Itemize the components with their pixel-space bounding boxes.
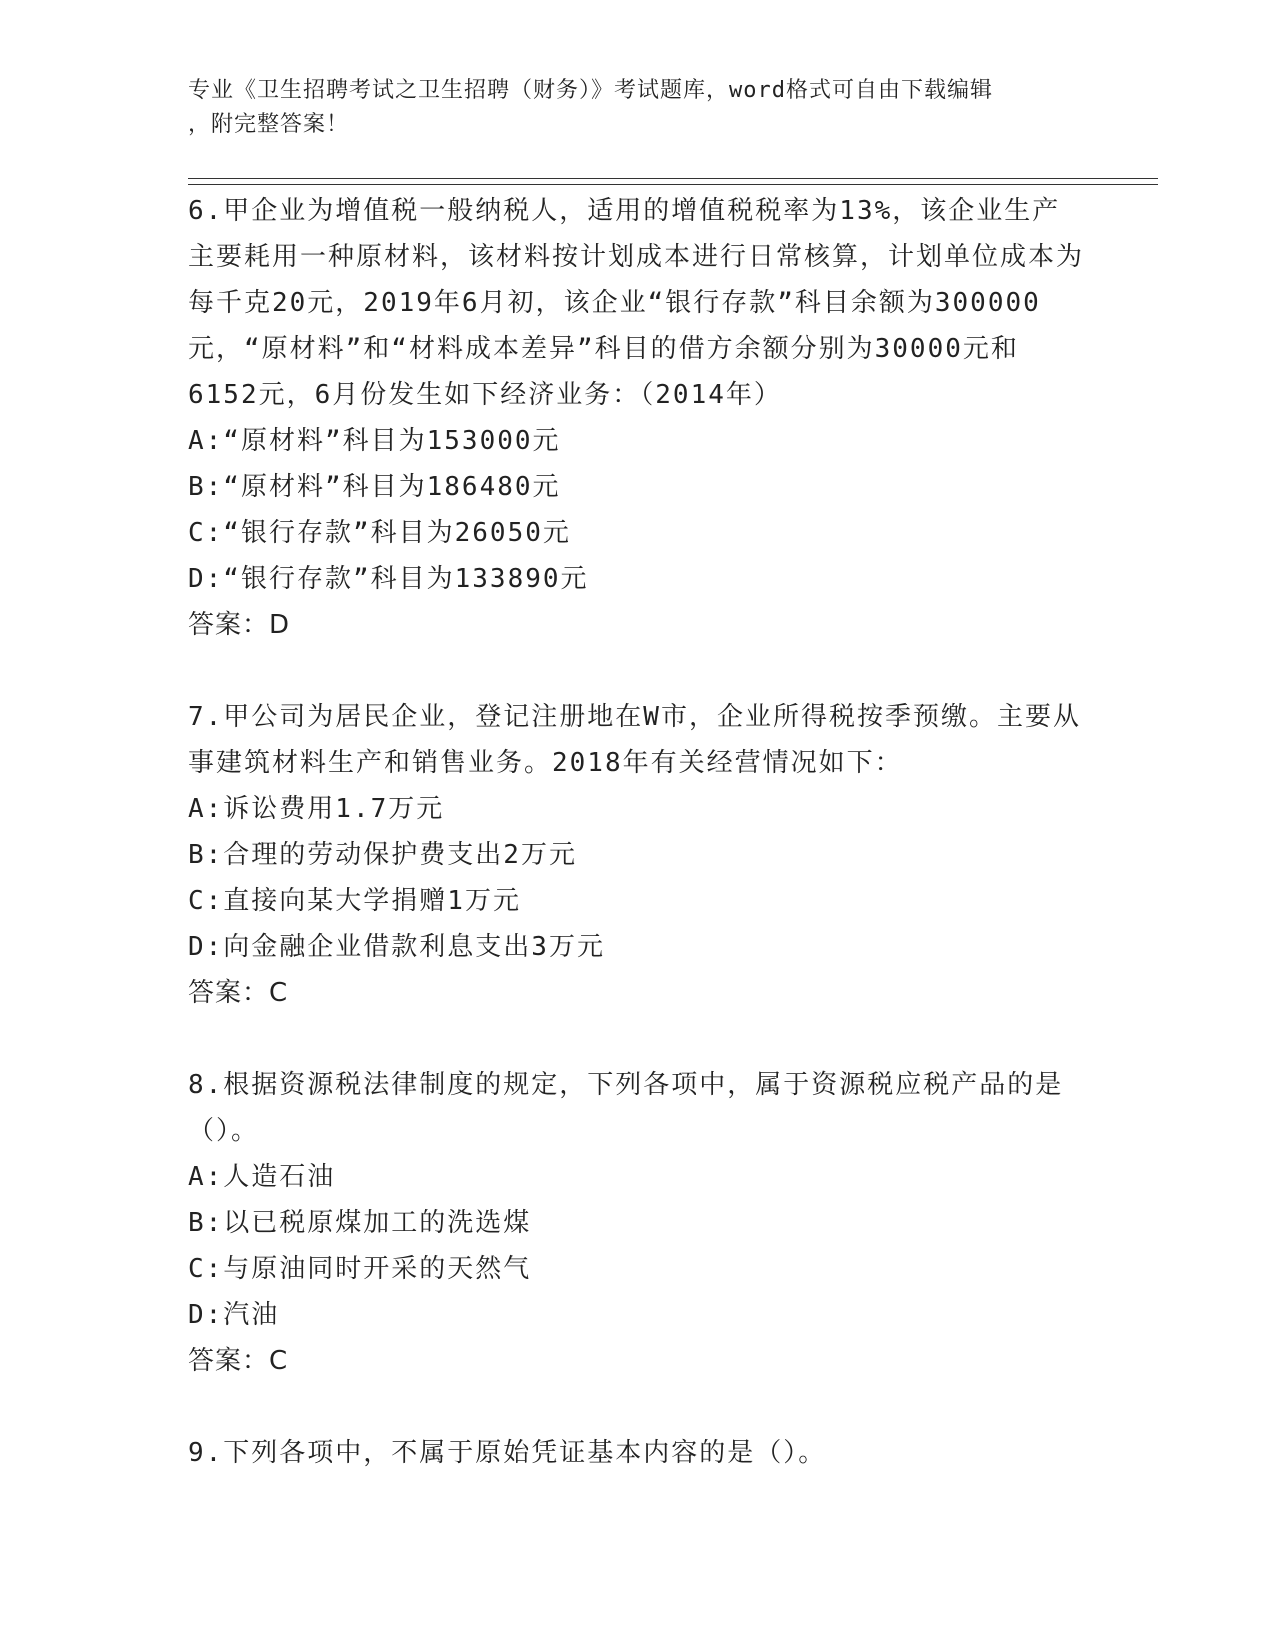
option-a: A:“原材料”科目为153000元 bbox=[188, 426, 561, 456]
question-7 bbox=[188, 694, 1088, 1016]
header-line-2: ，附完整答案！ bbox=[188, 112, 350, 137]
option-d: D:汽油 bbox=[188, 1300, 280, 1330]
option-d: D:向金融企业借款利息支出3万元 bbox=[188, 932, 605, 962]
answer: 答案：C bbox=[188, 978, 289, 1008]
question-list bbox=[188, 188, 1088, 1476]
option-d: D:“银行存款”科目为133890元 bbox=[188, 564, 589, 594]
option-c: C:“银行存款”科目为26050元 bbox=[188, 518, 571, 548]
option-a: A:人造石油 bbox=[188, 1162, 336, 1192]
option-c: C:与原油同时开采的天然气 bbox=[188, 1254, 532, 1284]
question-8 bbox=[188, 1062, 1088, 1384]
question-text: 8.根据资源税法律制度的规定，下列各项中，属于资源税应税产品的是（）。 bbox=[188, 1070, 1064, 1146]
header-divider-top bbox=[188, 178, 1158, 179]
option-b: B:“原材料”科目为186480元 bbox=[188, 472, 561, 502]
document-header bbox=[188, 74, 1068, 142]
question-text: 9.下列各项中，不属于原始凭证基本内容的是（）。 bbox=[188, 1438, 827, 1468]
question-6 bbox=[188, 188, 1088, 648]
question-9 bbox=[188, 1430, 1088, 1476]
option-a: A:诉讼费用1.7万元 bbox=[188, 794, 445, 824]
answer: 答案：D bbox=[188, 610, 291, 640]
header-divider-bottom bbox=[188, 184, 1158, 185]
question-text: 7.甲公司为居民企业，登记注册地在W市，企业所得税按季预缴。主要从事建筑材料生产和销售业务。2018年有关经营情况如下： bbox=[188, 702, 1081, 778]
option-b: B:合理的劳动保护费支出2万元 bbox=[188, 840, 577, 870]
option-b: B:以已税原煤加工的洗选煤 bbox=[188, 1208, 532, 1238]
question-text: 6.甲企业为增值税一般纳税人，适用的增值税税率为13%，该企业生产主要耗用一种原材料，该材料按计划成本进行日常核算，计划单位成本为每千克20元，2019年6月初，该企业“银行存款”科目余额为300000元，“原材料”和“材料成本差异”科目的借方余额分别为30000元和6152元，6月份发生如下经济业务：（2014年） bbox=[188, 196, 1085, 410]
header-line-1: 专业《卫生招聘考试之卫生招聘（财务）》考试题库，word格式可自由下载编辑 bbox=[188, 78, 993, 103]
option-c: C:直接向某大学捐赠1万元 bbox=[188, 886, 521, 916]
answer: 答案：C bbox=[188, 1346, 289, 1376]
